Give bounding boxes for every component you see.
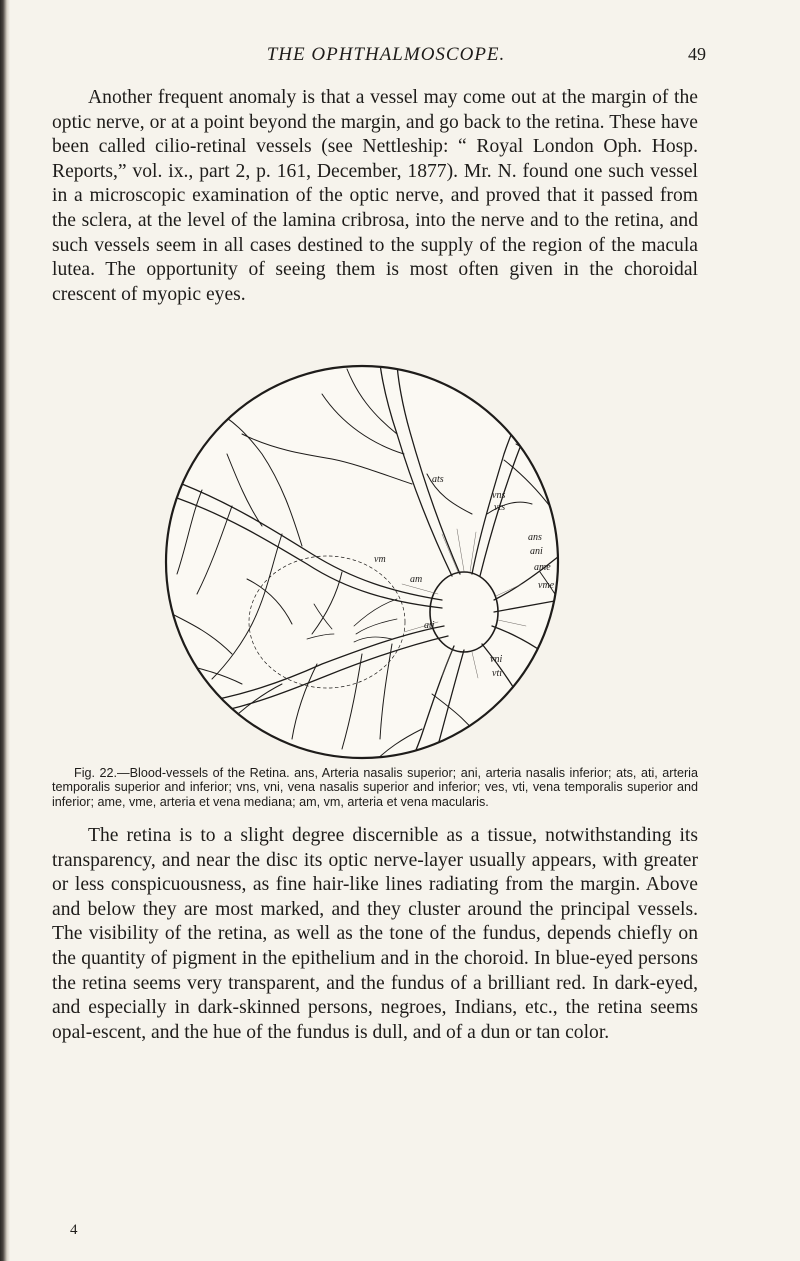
- label-vti: vti: [492, 668, 502, 679]
- label-ati: ati: [424, 620, 435, 631]
- label-vm: vm: [374, 554, 386, 565]
- label-ame: ame: [534, 562, 551, 573]
- label-ani: ani: [530, 546, 543, 557]
- page-header: [66, 44, 706, 70]
- retina-figure: [142, 364, 582, 764]
- label-ans: ans: [528, 532, 542, 543]
- label-vns: vns: [492, 490, 506, 501]
- label-am: am: [410, 574, 423, 585]
- page-number: 49: [688, 44, 706, 64]
- label-vts: vts: [494, 502, 506, 513]
- running-title: THE OPHTHALMOSCOPE.: [266, 44, 506, 65]
- figure-caption: Fig. 22.—Blood-vessels of the Retina. ans, Arteria nasalis superior; ani, arteria nasalis inferior; ats, ati, arteria temporalis superior and inferior; vns, vni, vena nasalis superior and inferior; ves, vti, vena temporalis superior and inferior; ame, vme, arteria et vena mediana; am, vm, arteria et vena macularis.: [52, 766, 698, 809]
- paragraph-2: The retina is to a slight degree discernible as a tissue, notwithstanding its transparency, and near the disc its optic nerve-layer usually appears, with greater or less conspicuousness, as fine hair-like lines radiating from the margin. Above and below they are most marked, and they cluster around the principal vessels. The visibility of the retina, as well as the tone of the fundus, depends chiefly on the quantity of pigment in the epithelium and in the choroid. In blue-eyed persons the retina seems very transparent, and the fundus of a brilliant red. In dark-eyed, and especially in dark-skinned persons, negroes, Indians, etc., the retina seems opal-escent, and the hue of the fundus is dull, and of a dun or tan color.: [52, 825, 698, 1043]
- label-vni: vni: [490, 654, 503, 665]
- retina-vessel-drawing: [142, 364, 582, 764]
- book-gutter: [0, 0, 10, 1261]
- fundus-outline: [166, 366, 558, 758]
- label-vme: vme: [538, 580, 555, 591]
- label-ats: ats: [432, 474, 444, 485]
- paragraph-1: Another frequent anomaly is that a vessel may come out at the margin of the optic nerve, or at a point beyond the margin, and go back to the retina. These have been called cilio-retinal vessels (see Nettleship: “ Royal London Oph. Hosp. Reports,” vol. ix., part 2, p. 161, December, 1877). Mr. N. found one such vessel in a microscopic examination of the optic nerve, and proved that it passed from the sclera, at the level of the lamina cribrosa, into the nerve and to the retina, and such vessels seem in all cases destined to the supply of the region of the macula lutea. The opportunity of seeing them is most often given in the choroidal crescent of myopic eyes.: [52, 87, 698, 305]
- signature-mark: 4: [70, 1222, 78, 1238]
